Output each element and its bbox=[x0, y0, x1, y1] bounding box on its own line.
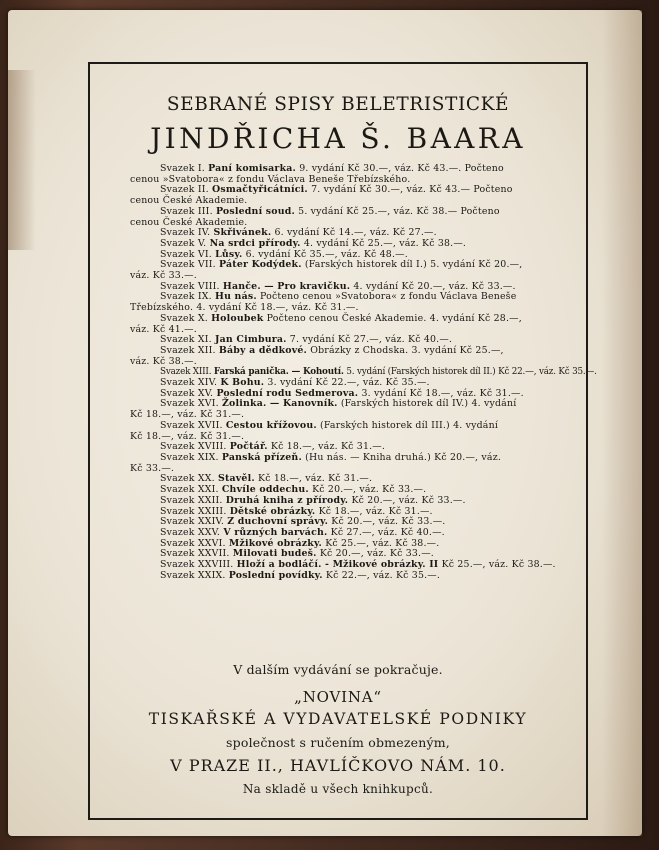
volume-number: Svazek XXIII. bbox=[160, 505, 227, 517]
volume-entry bbox=[130, 207, 558, 228]
volume-number: Svazek XII. bbox=[160, 344, 216, 356]
volume-number: Svazek III. bbox=[160, 205, 213, 217]
volume-number: Svazek I. bbox=[160, 163, 205, 174]
volume-details: Obrázky z Chodska. 3. vydání Kč 25.—, bbox=[310, 344, 504, 356]
volume-title: V různých barvách. bbox=[223, 526, 328, 538]
volume-details: (Farských historek díl III.) 4. vydání bbox=[319, 419, 499, 431]
volume-details: 5. vydání (Farských historek díl II.) Kč 22.—, váz. Kč 35.—. bbox=[346, 367, 597, 378]
volume-title: Farská panička. — Kohoutí. bbox=[213, 367, 344, 378]
volume-details: 3. vydání Kč 18.—, váz. Kč 31.—. bbox=[361, 387, 524, 399]
volume-details: 5. vydání Kč 25.—, váz. Kč 38.— Počteno bbox=[298, 205, 500, 217]
volume-details: 7. vydání Kč 27.—, váz. Kč 40.—. bbox=[289, 334, 453, 346]
volume-details-continued: cenou České Akademie. bbox=[130, 216, 248, 228]
volume-entry bbox=[130, 260, 558, 281]
volume-details: Kč 20.—, váz. Kč 33.—. bbox=[331, 516, 446, 528]
volume-title: Chvíle oddechu. bbox=[221, 484, 309, 496]
volume-number: Svazek XV. bbox=[160, 387, 214, 399]
volume-title: Milovati budeš. bbox=[232, 548, 317, 560]
volume-title: Osmačtyřicátníci. bbox=[212, 184, 308, 196]
volume-title: Mžikové obrázky. bbox=[228, 537, 323, 549]
volume-number: Svazek XVI. bbox=[160, 398, 219, 410]
volume-details-continued: cenou České Akademie. bbox=[130, 195, 248, 207]
cover-wear-left bbox=[8, 70, 36, 250]
volume-title: Cestou křížovou. bbox=[225, 419, 317, 431]
volume-title: Páter Kodýdek. bbox=[219, 259, 302, 271]
volume-title: K Bohu. bbox=[220, 377, 265, 389]
continuation-note: V dalším vydávání se pokračuje. bbox=[233, 662, 443, 677]
volume-details: Počteno cenou České Akademie. 4. vydání Kč 28.—, bbox=[266, 312, 522, 324]
advertisement-frame bbox=[88, 62, 597, 820]
volume-entry bbox=[130, 346, 558, 367]
volume-title: Hu nás. bbox=[215, 291, 257, 303]
series-heading: SEBRANÉ SPISY BELETRISTICKÉ bbox=[166, 94, 510, 115]
volume-number: Svazek XXVIII. bbox=[160, 559, 234, 571]
cover-wear-right bbox=[602, 10, 642, 836]
volume-details-continued: váz. Kč 41.—. bbox=[130, 323, 197, 335]
volume-number: Svazek XVIII. bbox=[160, 441, 227, 453]
volume-details-continued: Třebízského. 4. vydání Kč 18.—, váz. Kč 31.—. bbox=[130, 302, 359, 314]
volume-entry bbox=[130, 421, 558, 442]
volume-details: Kč 22.—, váz. Kč 35.—. bbox=[325, 569, 441, 581]
volume-details: 6. vydání Kč 14.—, váz. Kč 27.—. bbox=[274, 227, 437, 239]
volume-title: Hanče. — Pro kravičku. bbox=[222, 280, 351, 292]
volume-details-continued: Kč 18.—, váz. Kč 31.—. bbox=[130, 409, 245, 421]
volume-number: Svazek XX. bbox=[160, 473, 215, 485]
volume-number: Svazek XIX. bbox=[160, 451, 219, 463]
volume-title: Poslední soud. bbox=[215, 205, 295, 217]
volume-number: Svazek VIII. bbox=[160, 280, 220, 292]
volume-number: Svazek X. bbox=[160, 312, 208, 324]
volume-number: Svazek XXVII. bbox=[160, 548, 230, 560]
volume-entry bbox=[130, 164, 558, 185]
volume-entry bbox=[130, 453, 558, 474]
volume-details: 4. vydání Kč 25.—, váz. Kč 38.—. bbox=[303, 237, 467, 249]
volume-entry bbox=[130, 185, 558, 206]
volume-number: Svazek V. bbox=[160, 237, 207, 249]
book-cover bbox=[8, 10, 642, 836]
volume-details: Kč 18.—, váz. Kč 31.—. bbox=[270, 441, 386, 453]
volume-entry bbox=[130, 292, 558, 313]
volume-number: Svazek XXI. bbox=[160, 484, 219, 496]
volume-details: Kč 18.—, váz. Kč 31.—. bbox=[318, 505, 433, 517]
volume-entry bbox=[130, 399, 558, 420]
volume-title: Panská přízeň. bbox=[221, 451, 302, 463]
volume-title: Lůsy. bbox=[215, 248, 243, 260]
volume-title: Holoubek bbox=[211, 312, 264, 324]
volume-details: 6. vydání Kč 35.—, váz. Kč 48.—. bbox=[245, 248, 408, 260]
volume-number: Svazek XI. bbox=[160, 334, 212, 346]
volume-number: Svazek XXIX. bbox=[160, 569, 226, 581]
volume-title: Stavěl. bbox=[217, 473, 255, 485]
volume-entry bbox=[130, 314, 558, 335]
volume-details: Kč 18.—, váz. Kč 31.—. bbox=[258, 473, 373, 485]
volume-details: Kč 27.—, váz. Kč 40.—. bbox=[330, 526, 445, 538]
volume-details-continued: váz. Kč 33.—. bbox=[130, 270, 197, 282]
volume-details-continued: váz. Kč 38.—. bbox=[130, 355, 197, 367]
volume-number: Svazek XXIV. bbox=[160, 516, 225, 528]
volume-details: Kč 25.—, váz. Kč 38.—. bbox=[441, 559, 556, 571]
volume-details-continued: cenou »Svatobora« z fondu Václava Beneše Třebízského. bbox=[130, 173, 411, 185]
volume-details: Počteno cenou »Svatobora« z fondu Václava Beneše bbox=[259, 291, 517, 303]
volume-list bbox=[130, 163, 597, 581]
publisher-name: TISKAŘSKÉ A VYDAVATELSKÉ PODNIKY bbox=[148, 710, 528, 728]
volume-details: Kč 20.—, váz. Kč 33.—. bbox=[319, 548, 434, 560]
publisher-brand: „NOVINA“ bbox=[294, 688, 382, 706]
volume-title: Skřivánek. bbox=[213, 227, 272, 239]
volume-number: Svazek XXVI. bbox=[160, 537, 226, 549]
volume-title: Dětské obrázky. bbox=[229, 505, 316, 517]
volume-details: (Farských historek díl IV.) 4. vydání bbox=[340, 398, 517, 410]
volume-details: 7. vydání Kč 30.—, váz. Kč 43.— Počteno bbox=[311, 184, 513, 196]
volume-number: Svazek XIV. bbox=[160, 377, 218, 389]
volume-details: Kč 25.—, váz. Kč 38.—. bbox=[325, 537, 440, 549]
volume-details-continued: Kč 33.—. bbox=[130, 462, 175, 474]
volume-number: Svazek XXV. bbox=[160, 526, 221, 538]
volume-title: Žolinka. — Kanovník. bbox=[221, 398, 338, 410]
volume-title: Druhá kniha z přírody. bbox=[225, 494, 349, 506]
volume-number: Svazek II. bbox=[160, 184, 209, 196]
volume-number: Svazek XIII. bbox=[160, 367, 212, 378]
author-heading: JINDŘICHA Š. BAARA bbox=[150, 122, 526, 155]
availability-note: Na skladě u všech knihkupců. bbox=[242, 782, 434, 796]
volume-title: Poslední rodu Sedmerova. bbox=[216, 387, 359, 399]
volume-details-continued: Kč 18.—, váz. Kč 31.—. bbox=[130, 430, 245, 442]
volume-number: Svazek IX. bbox=[160, 291, 212, 303]
company-type: společnost s ručením obmezeným, bbox=[226, 735, 450, 750]
volume-title: Paní komisarka. bbox=[208, 163, 297, 174]
volume-details: 9. vydání Kč 30.—, váz. Kč 43.—. Počteno bbox=[299, 163, 504, 174]
volume-number: Svazek XVII. bbox=[160, 419, 223, 431]
volume-number: Svazek VII. bbox=[160, 259, 216, 271]
volume-details: (Farských historek díl I.) 5. vydání Kč 20.—, bbox=[304, 259, 523, 271]
volume-title: Báby a dědkové. bbox=[218, 344, 308, 356]
volume-title: Hloží a bodláčí. - Mžikové obrázky. II bbox=[236, 559, 439, 571]
volume-details: (Hu nás. — Kniha druhá.) Kč 20.—, váz. bbox=[305, 451, 502, 463]
volume-number: Svazek IV. bbox=[160, 227, 211, 239]
publisher-address: V PRAZE II., HAVLÍČKOVO NÁM. 10. bbox=[170, 756, 506, 775]
volume-details: 4. vydání Kč 20.—, váz. Kč 33.—. bbox=[353, 280, 516, 292]
volume-title: Na srdci přírody. bbox=[209, 237, 301, 249]
volume-details: Kč 20.—, váz. Kč 33.—. bbox=[351, 494, 466, 506]
volume-entry bbox=[130, 571, 558, 582]
volume-title: Jan Cimbura. bbox=[215, 334, 287, 346]
volume-title: Z duchovní správy. bbox=[227, 516, 329, 528]
volume-details: Kč 20.—, váz. Kč 33.—. bbox=[312, 484, 427, 496]
volume-title: Poslední povídky. bbox=[228, 569, 323, 581]
volume-title: Počtář. bbox=[229, 441, 268, 453]
volume-number: Svazek XXII. bbox=[160, 494, 223, 506]
volume-details: 3. vydání Kč 22.—, váz. Kč 35.—. bbox=[267, 377, 430, 389]
volume-number: Svazek VI. bbox=[160, 248, 212, 260]
